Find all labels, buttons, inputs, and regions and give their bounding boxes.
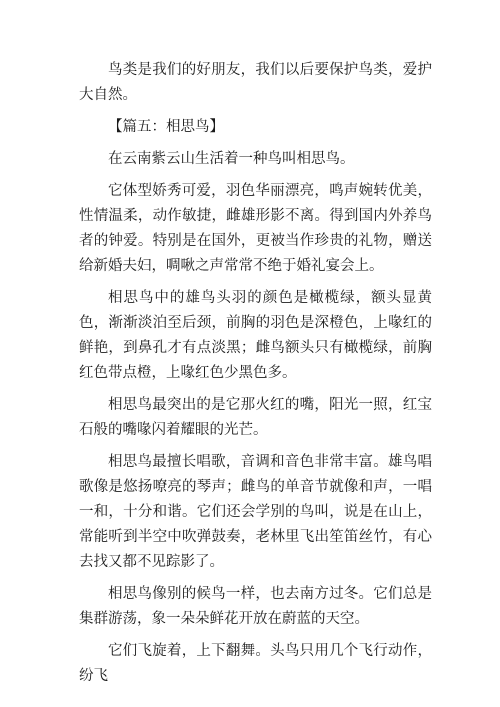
paragraph-plumage: 相思鸟中的雄鸟头羽的颜色是橄榄绿，额头显黄色，渐渐淡泊至后颈，前胸的羽色是深橙色，上喙红的鲜艳，到鼻孔才有点淡黑；雌鸟额头只有橄榄绿，前胸红色带点橙，上喙红色少黑色多。 [79,290,432,381]
section-heading: 【篇五：相思鸟】 [108,119,224,135]
paragraph-song: 相思鸟最擅长唱歌，音调和音色非常丰富。雄鸟唱歌像是悠扬嘹亮的琴声；雌鸟的单音节就像和声，一唱一和，十分和谐。它们还会学别的鸟叫，说是在山上，常能听到半空中吹弹鼓奏，老林里飞出笙笛丝竹，有心去找又都不见踪影了。 [79,454,432,570]
paragraph-conclusion: 鸟类是我们的好朋友，我们以后要保护鸟类，爱护大自然。 [79,62,432,103]
paragraph-intro: 在云南紫云山生活着一种鸟叫相思鸟。 [108,151,355,167]
paragraph-beak: 相思鸟最突出的是它那火红的嘴，阳光一照，红宝石般的嘴喙闪着耀眼的光芒。 [79,397,432,438]
paragraph-migration: 相思鸟像别的候鸟一样，也去南方过冬。它们总是集群游荡，象一朵朵鲜花开放在蔚蓝的天空。 [79,586,432,627]
document-body [79,58,432,696]
paragraph-flight: 它们飞旋着，上下翻舞。头鸟只用几个飞行动作，纷飞 [79,643,432,684]
paragraph-appearance: 它体型娇秀可爱，羽色华丽漂亮，鸣声婉转优美，性情温柔，动作敏捷，雌雄形影不离。得到国内外养鸟者的钟爱。特别是在国外，更被当作珍贵的礼物，赠送给新婚夫妇，啁啾之声常常不绝于婚礼宴会上。 [79,183,432,274]
